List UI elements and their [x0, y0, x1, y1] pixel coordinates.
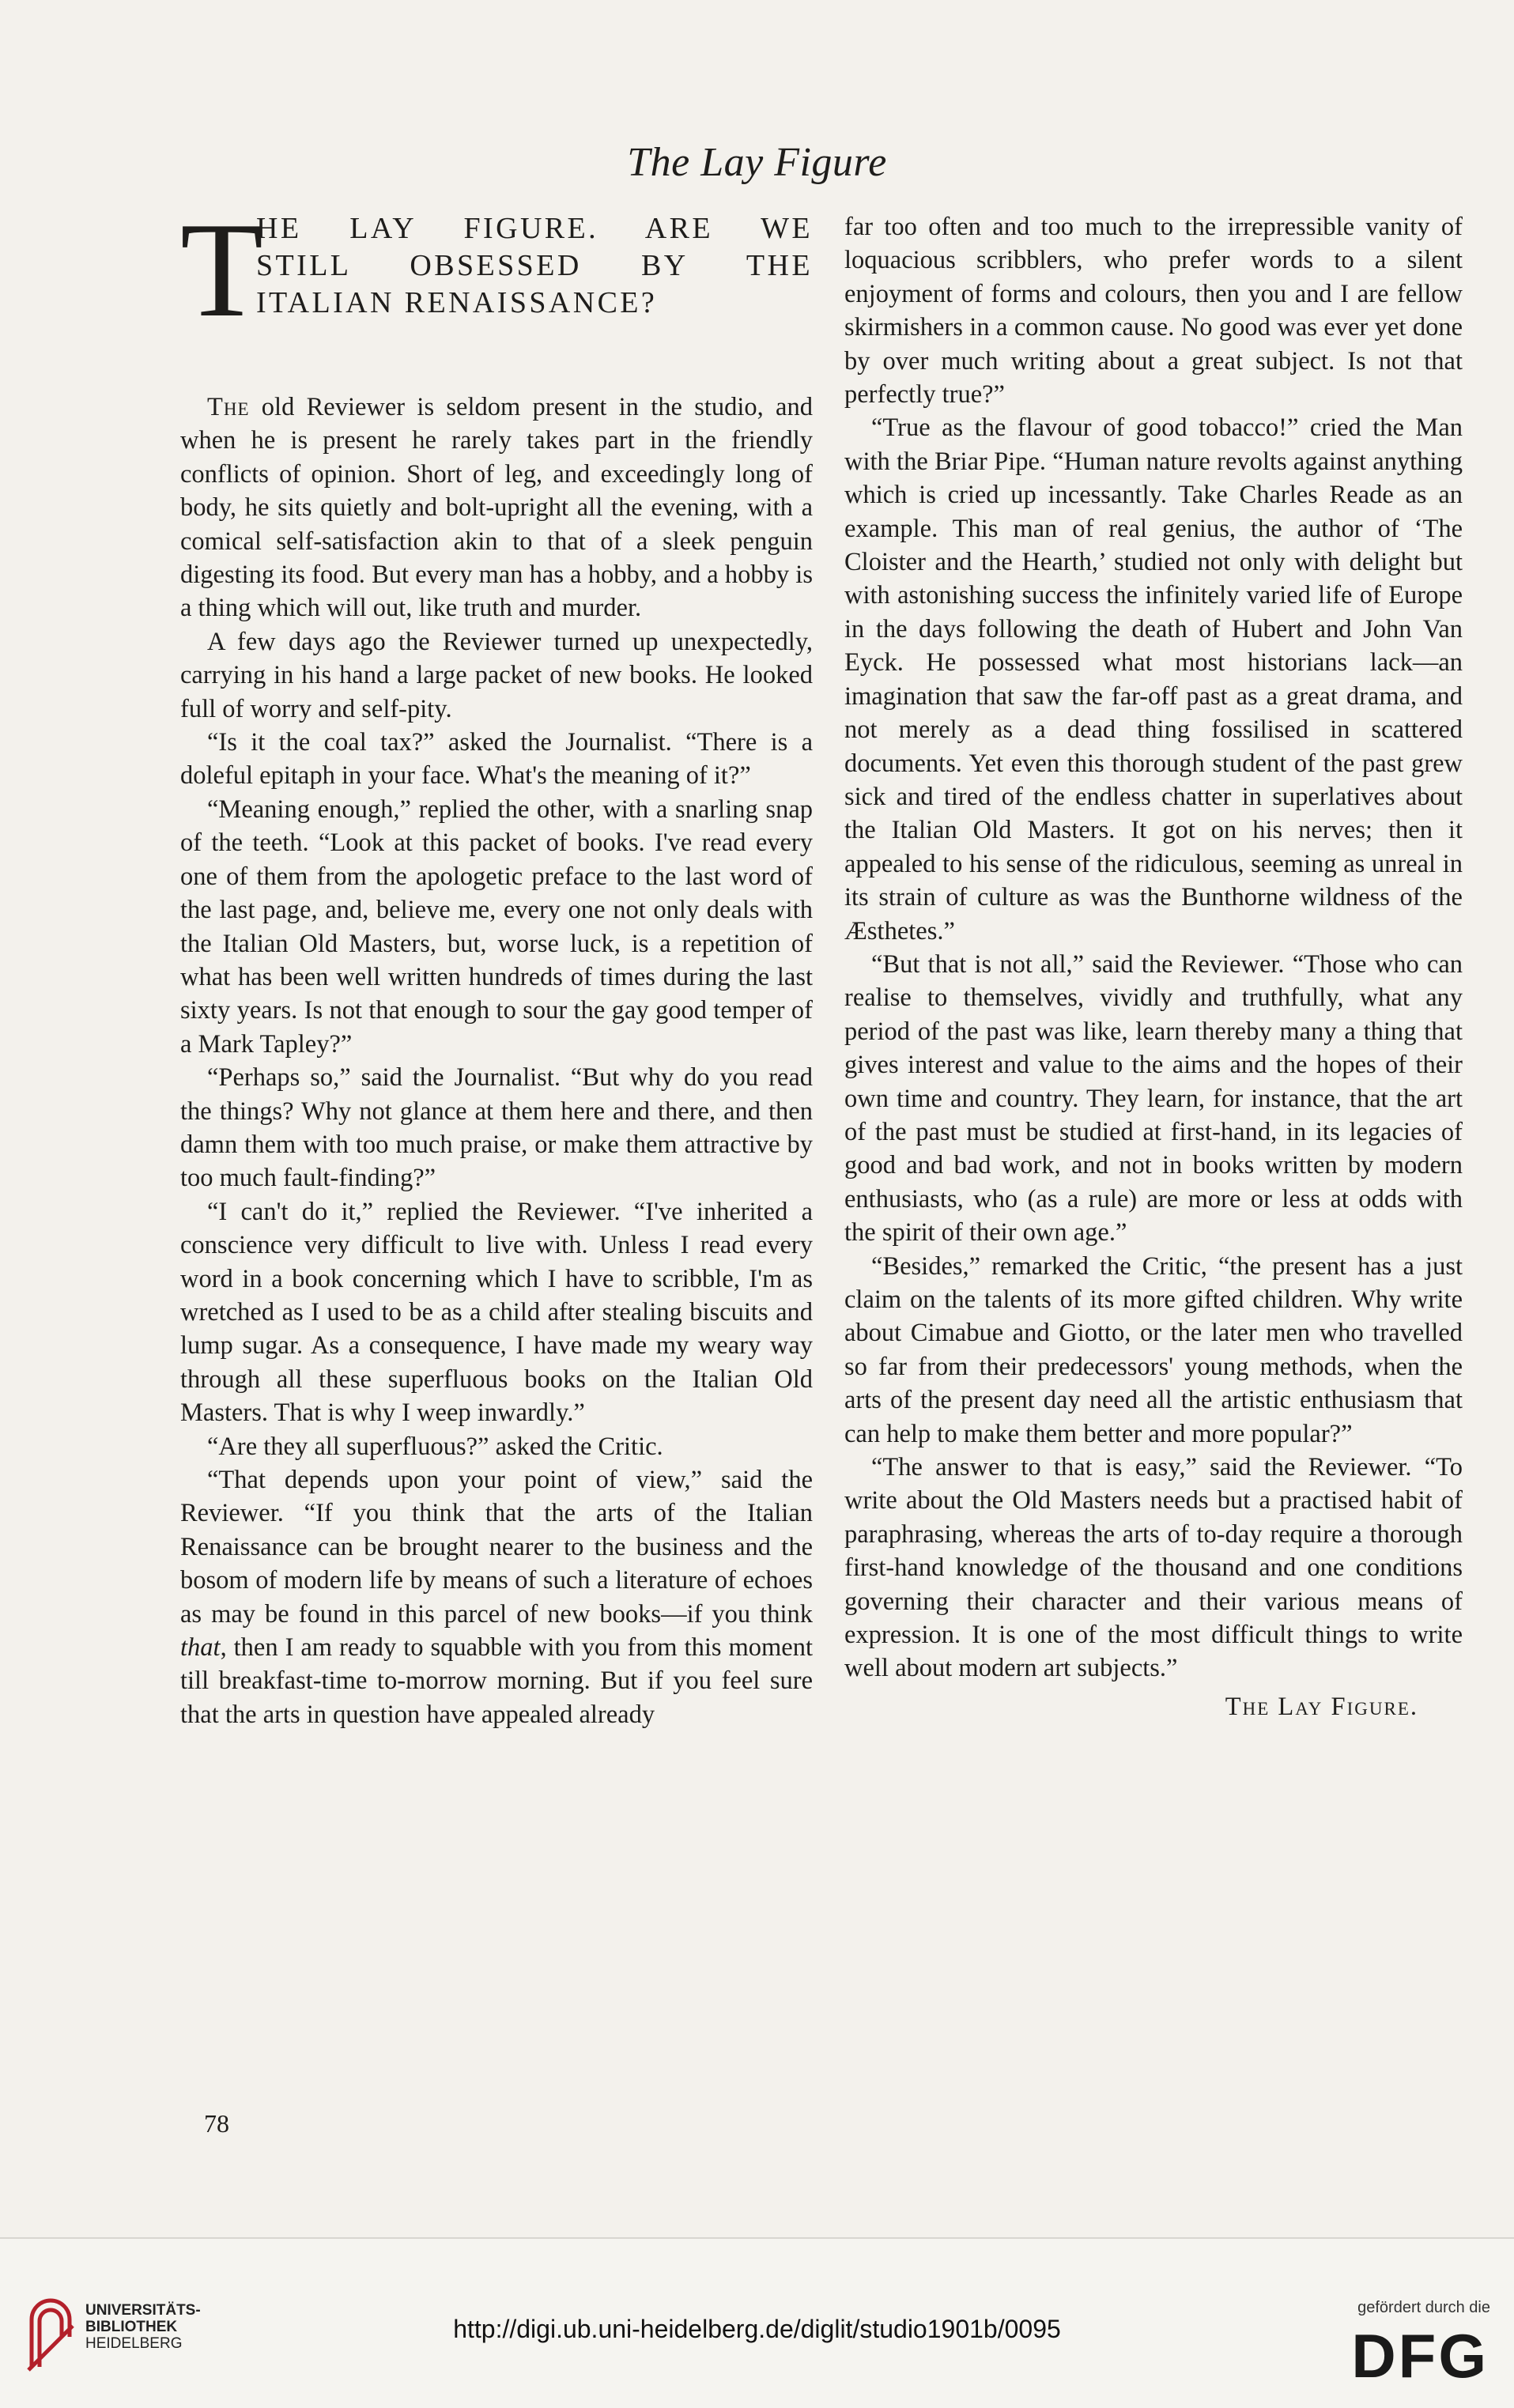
paragraph: “I can't do it,” replied the Reviewer. “I've inherited a conscience very difficult to live with. Unless I read every word in a book concerning which I have to scribble, I'm as wretched as I used to be as a child after stealing biscuits and lump sugar. As a consequence, I have made my weary way through all these superfluous books on the Italian Old Masters. That is why I weep inwardly.”	[180, 1197, 813, 1428]
digitization-footer	[0, 2237, 1514, 2408]
paragraph: “But that is not all,” said the Reviewer. “Those who can realise to themselves, vividly and truthfully, what any period of the past was like, learn thereby many a thing that gives interest and value to the aims and the hopes of their own time and country. They learn, for instance, that the art of the past must be studied at first-hand, in its legacies of good and bad work, and not in books written by modern enthusiasts, who (as a rule) are more or less at odds with the spirit of their own age.”	[844, 949, 1463, 1247]
paragraph: far too often and too much to the irrepressible vanity of loquacious scribblers, who prefer words to a silent enjoyment of forms and colours, then you and I are fellow skirmishers in a common cause. No good was ever yet done by over much writing about a great subject. Is not that perfectly true?”	[844, 213, 1463, 410]
heading-line-1: HE LAY FIGURE. ARE WE	[256, 212, 813, 245]
running-head: The Lay Figure	[627, 140, 887, 185]
right-column	[844, 210, 1463, 1723]
heading-lines	[256, 210, 813, 322]
paragraph	[180, 391, 813, 625]
paragraph: A few days ago the Reviewer turned up unexpectedly, carrying in his hand a large packet of new books. He looked full of worry and self-pity.	[180, 627, 813, 723]
library-name-line: HEIDELBERG	[85, 2335, 183, 2352]
paragraph	[180, 1463, 813, 1731]
paragraph: “Is it the coal tax?” asked the Journalist. “There is a doleful epitaph in your face. What's the meaning of it?”	[180, 728, 813, 791]
permalink-url[interactable]: http://digi.ub.uni-heidelberg.de/diglit/studio1901b/0095	[453, 2315, 1061, 2343]
heading-line-2: STILL OBSESSED BY THE	[256, 249, 813, 282]
article-heading	[180, 195, 813, 353]
paragraph: “Perhaps so,” said the Journalist. “But why do you read the things? Why not glance at them here and there, and then damn them with too much praise, or make them attractive by too much fault-finding?”	[180, 1063, 813, 1193]
paragraph-text: old Reviewer is seldom present in the studio, and when he is present he rarely takes part in the friendly conflicts of opinion. Short of leg, and exceedingly long of body, he sits quietly and bolt-upright all the evening, with a comical self-satisfaction akin to that of a sleek penguin digesting its food. But every man has a hobby, and a hobby is a thing which will out, like truth and murder.	[180, 393, 813, 623]
paragraph: “Besides,” remarked the Critic, “the present has a just claim on the talents of its more gifted children. Why write about Cimabue and Giotto, or the later men who travelled so far from their predecessors' young methods, when the arts of the present day need all the artistic enthusiasm that can help to make them better and more popular?”	[844, 1251, 1463, 1448]
library-name-line: BIBLIOTHEK	[85, 2319, 178, 2335]
library-name-line: UNIVERSITÄTS-	[85, 2302, 201, 2319]
left-column	[180, 195, 813, 1731]
page-number: 78	[204, 2109, 229, 2138]
paragraph-text: “That depends upon your point of view,” said the Reviewer. “If you think that the arts of the Italian Renaissance can be brought nearer to the business and the bosom of modern life by means of such a literature of echoes as may be found in this parcel of new books—if you think	[180, 1466, 813, 1629]
paragraph: “True as the flavour of good tobacco!” cried the Man with the Briar Pipe. “Human nature revolts against anything which is cried up incessantly. Take Charles Reade as an example. This man of real genius, the author of ‘The Cloister and the Hearth,’ studied not only with delight but with astonishing success the infinitely varied life of Europe in the days following the death of Hubert and John Van Eyck. He possessed what most historians lack—an imagination that saw the far-off past as a great drama, and not merely as a dead thing fossilised in scattered documents. Yet even this thorough student of the past grew sick and tired of the endless chatter in superlatives about the Italian Old Masters. It got on his nerves; then it appealed to his sense of the ridiculous, seeming as unreal in its strain of culture as was the Bunthorne wildness of the Æsthetes.”	[844, 413, 1463, 945]
drop-cap: T	[180, 195, 264, 345]
heading-line-3: ITALIAN RENAISSANCE?	[256, 286, 658, 319]
paragraph: “The answer to that is easy,” said the Reviewer. “To write about the Old Masters needs but a practised habit of paraphrasing, whereas the arts of to-day require a thorough first-hand knowledge of the thousand and one conditions governing their character and their various means of expression. It is one of the most difficult things to write well about modern art subjects.”	[844, 1453, 1463, 1683]
paragraph-text: , then I am ready to squabble with you from this moment till breakfast-time to-morrow morning. But if you feel sure that the arts in question have appealed already	[180, 1633, 813, 1729]
lead-word: The	[207, 393, 250, 421]
dfg-logo: DFG	[1351, 2321, 1489, 2391]
signature: The Lay Figure.	[1225, 1692, 1418, 1721]
paragraph: “Are they all superfluous?” asked the Critic.	[207, 1432, 663, 1461]
footer-divider	[0, 2237, 1514, 2239]
sponsor-caption: gefördert durch die	[1357, 2299, 1490, 2316]
emphasis: that	[180, 1633, 221, 1663]
paragraph: “Meaning enough,” replied the other, with a snarling snap of the teeth. “Look at this packet of books. I've read every one of them from the apologetic preface to the last word of the last page, and, believe me, every one not only deals with the Italian Old Masters, but, worse luck, is a repetition of what has been well written hundreds of times during the last sixty years. Is not that enough to sour the gay good temper of a Mark Tapley?”	[180, 794, 813, 1059]
